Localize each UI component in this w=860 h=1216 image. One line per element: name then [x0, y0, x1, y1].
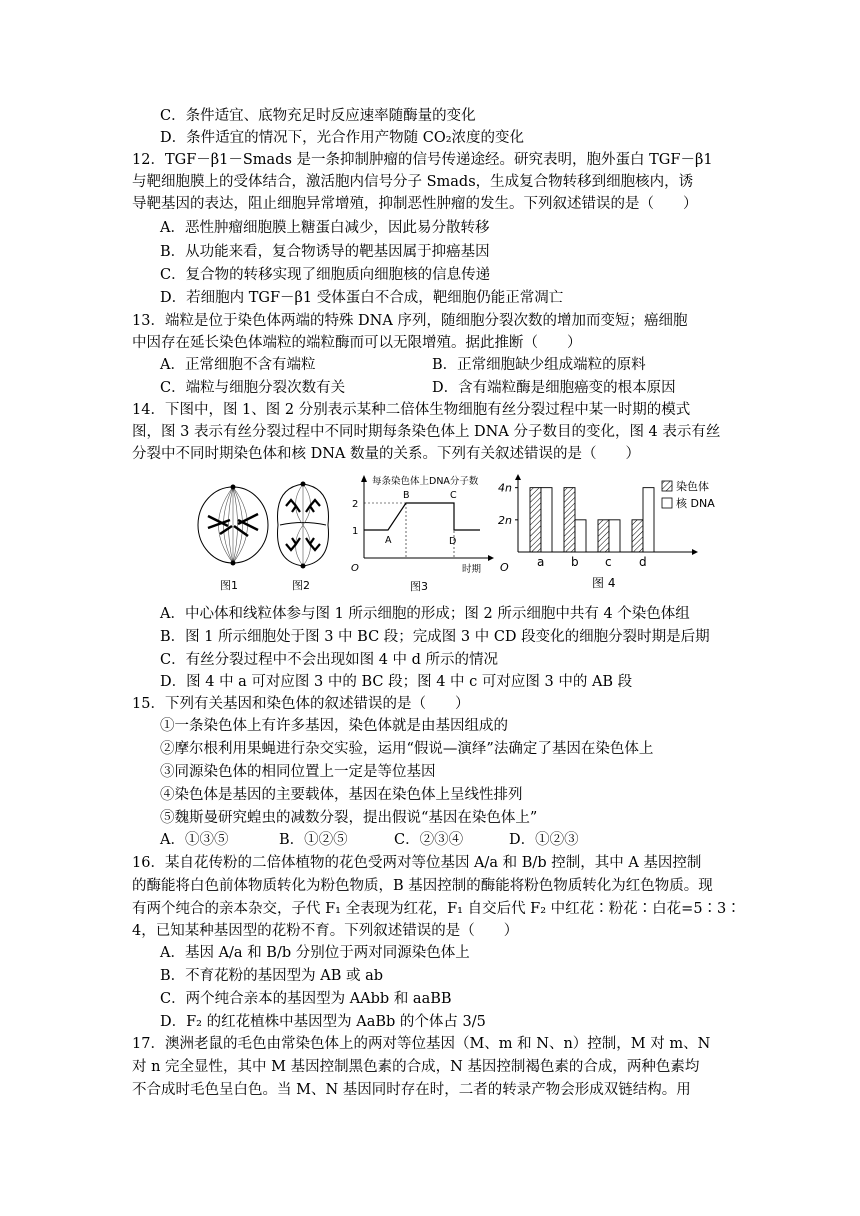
q14-stem-line1: 14．下图中，图 1、图 2 分别表示某种二倍体生物细胞有丝分裂过程中某一时期的模式 [132, 402, 691, 418]
q14-option-b: B．图 1 所示细胞处于图 3 中 BC 段；完成图 3 中 CD 段变化的细胞分裂时期是后期 [160, 629, 710, 645]
bar-d-dna [643, 488, 654, 552]
q15-statement-2: ②摩尔根利用果蝇进行杂交实验，运用“假说—演绎”法确定了基因在染色体上 [160, 741, 654, 757]
figure-3-ylabel: 每条染色体上DNA分子数 [372, 476, 479, 487]
q15-statement-3: ③同源染色体的相同位置上一定是等位基因 [160, 764, 436, 780]
bar-c-dna [609, 520, 620, 552]
figure-3-origin: O [351, 563, 359, 574]
legend-label-dna: 核 DNA [676, 497, 715, 510]
bar-b-chromosome [564, 488, 575, 552]
q17-stem-line1: 17．澳洲老鼠的毛色由常染色体上的两对等位基因（M、m 和 N、n）控制，M 对 m、N [132, 1036, 711, 1052]
q16-option-b: B．不育花粉的基因型为 AB 或 ab [160, 968, 384, 984]
figure-3-curve [364, 503, 480, 530]
q15-option-d: D．①②③ [509, 832, 579, 848]
q13-option-a: A．正常细胞不含有端粒 [160, 357, 316, 373]
q15-statement-5: ⑤魏斯曼研究蝗虫的减数分裂，提出假说“基因在染色体上” [160, 810, 538, 826]
figure-1 [194, 476, 272, 596]
q14-stem-line2: 图，图 3 表示有丝分裂过程中不同时期每条染色体上 DNA 分子数目的变化，图 4 表示有丝 [132, 424, 721, 440]
figure-3-point-c: C [450, 490, 457, 501]
q12-stem-line3: 导靶基因的表达，阻止细胞异常增殖，抑制恶性肿瘤的发生。下列叙述错误的是（ ） [132, 196, 698, 212]
q16-option-c: C．两个纯合亲本的基因型为 AAbb 和 aaBB [160, 991, 452, 1007]
figure-1-cell-drawing [194, 476, 272, 574]
bar-b-dna [575, 520, 586, 552]
q14-stem-line3: 分裂中不同时期染色体和核 DNA 数量的关系。下列有关叙述错误的是（ ） [132, 446, 640, 462]
q12-option-d: D．若细胞内 TGF－β1 受体蛋白不合成，靶细胞仍能正常凋亡 [160, 290, 564, 306]
figure-3-caption: 图3 [410, 580, 428, 593]
figure-4-ytick-label: 4n [498, 481, 512, 495]
q14-option-c: C．有丝分裂过程中不会出现如图 4 中 d 所示的情况 [160, 652, 499, 668]
q12-option-c: C．复合物的转移实现了细胞质向细胞核的信息传递 [160, 267, 491, 283]
category-label-b: b [571, 555, 579, 569]
figure-3 [346, 472, 496, 598]
q14-option-d: D．图 4 中 a 可对应图 3 中的 BC 段；图 4 中 c 可对应图 3 中的 AB 段 [160, 674, 633, 690]
legend-swatch-dna [662, 498, 672, 508]
q12-option-b: B．从功能来看，复合物诱导的靶基因属于抑癌基因 [160, 244, 490, 260]
figure-2-cell-drawing [270, 476, 336, 574]
figure-3-xlabel: 时期 [462, 564, 482, 575]
bar-a-chromosome [530, 488, 541, 552]
q13-stem-line1: 13．端粒是位于染色体两端的特殊 DNA 序列，随细胞分裂次数的增加而变短；癌细胞 [132, 313, 688, 329]
q16-stem-line2: 的酶能将白色前体物质转化为粉色物质，B 基因控制的酶能将粉色物质转化为红色物质。现 [132, 878, 713, 894]
category-label-a: a [537, 555, 545, 569]
bar-a-dna [541, 488, 552, 552]
q15-option-a: A．①③⑤ [160, 832, 229, 848]
q16-stem-line1: 16．某自花传粉的二倍体植物的花色受两对等位基因 A/a 和 B/b 控制，其中 A 基因控制 [132, 855, 702, 871]
q11-option-d: D．条件适宜的情况下，光合作用产物随 CO₂浓度的变化 [160, 130, 525, 146]
figure-2-caption: 图2 [292, 579, 310, 592]
q12-stem-line2: 与靶细胞膜上的受体结合，激活胞内信号分子 Smads，生成复合物转移到细胞核内，诱 [132, 174, 694, 190]
q15-stem: 15．下列有关基因和染色体的叙述错误的是（ ） [132, 696, 470, 712]
figure-3-ytick-1: 1 [352, 526, 359, 537]
q16-option-a: A．基因 A/a 和 B/b 分别位于两对同源染色体上 [160, 945, 470, 961]
figure-2 [270, 476, 336, 596]
figure-4-ytick-label: 2n [498, 513, 512, 527]
figure-3-point-d: D [449, 536, 457, 547]
q13-option-b: B．正常细胞缺少组成端粒的原料 [432, 357, 646, 373]
figure-4-chart [496, 474, 736, 572]
q14-option-a: A．中心体和线粒体参与图 1 所示细胞的形成；图 2 所示细胞中共有 4 个染色体组 [160, 606, 690, 622]
q16-option-d: D．F₂ 的红花植株中基因型为 AaBb 的个体占 3/5 [160, 1014, 486, 1030]
figure-4 [496, 474, 736, 598]
q12-stem-line1: 12．TGF－β1－Smads 是一条抑制肿瘤的信号传递途经。研究表明，胞外蛋白 TGF－β1 [132, 152, 713, 168]
figure-3-graph [346, 472, 496, 576]
figure-4-caption: 图 4 [592, 576, 616, 590]
legend-label-chromosome: 染色体 [676, 480, 709, 493]
q15-statement-4: ④染色体是基因的主要载体，基因在染色体上呈线性排列 [160, 787, 523, 803]
q16-stem-line3: 有两个纯合的亲本杂交，子代 F₁ 全表现为红花，F₁ 自交后代 F₂ 中红花∶粉花∶白花=5∶3∶ [132, 901, 741, 917]
category-label-c: c [605, 555, 612, 569]
q15-option-c: C．②③④ [394, 832, 464, 848]
q15-statement-1: ①一条染色体上有许多基因，染色体就是由基因组成的 [160, 718, 508, 734]
bar-c-chromosome [598, 520, 609, 552]
figure-3-ytick-2: 2 [352, 499, 359, 510]
q17-stem-line2: 对 n 完全显性，其中 M 基因控制黑色素的合成，N 基因控制褐色素的合成，两种色素均 [132, 1059, 700, 1075]
q11-option-c: C．条件适宜、底物充足时反应速率随酶量的变化 [160, 108, 476, 124]
q13-stem-line2: 中因存在延长染色体端粒的端粒酶而可以无限增殖。据此推断（ ） [132, 335, 582, 351]
figure-3-point-a: A [385, 535, 392, 546]
figure-1-caption: 图1 [220, 579, 238, 592]
q17-stem-line3: 不合成时毛色呈白色。当 M、N 基因同时存在时，二者的转录产物会形成双链结构。用 [132, 1082, 691, 1098]
q13-option-c: C．端粒与细胞分裂次数有关 [160, 380, 346, 396]
legend-swatch-chromosome [662, 481, 672, 491]
bar-d-chromosome [632, 520, 643, 552]
figure-3-point-b: B [403, 490, 410, 501]
category-label-d: d [639, 555, 647, 569]
q15-option-b: B．①②⑤ [279, 832, 348, 848]
q13-option-d: D．含有端粒酶是细胞癌变的根本原因 [432, 380, 676, 396]
q16-stem-line4: 4，已知某种基因型的花粉不育。下列叙述错误的是（ ） [132, 923, 519, 939]
q12-option-a: A．恶性肿瘤细胞膜上糖蛋白减少，因此易分散转移 [160, 220, 490, 236]
figure-4-origin: O [500, 561, 509, 572]
